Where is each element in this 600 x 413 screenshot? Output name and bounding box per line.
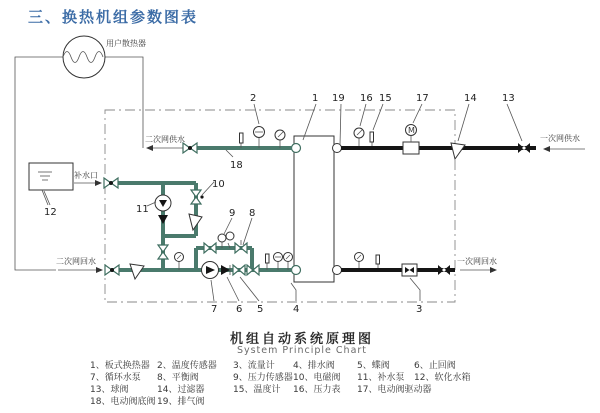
legend-item: 7、循环水泵 (90, 373, 141, 383)
callout-5: 5 (257, 304, 264, 315)
callout-14: 14 (464, 93, 477, 104)
page-title: 三、换热机组参数图表 (28, 8, 199, 26)
legend-item: 11、补水泵 (357, 373, 405, 383)
callout-10: 10 (212, 179, 225, 190)
callout-18: 18 (230, 160, 243, 171)
secondary-return-label: 二次网回水 (56, 257, 96, 266)
primary-return-thermometer-icon (376, 255, 380, 268)
bypass-pipe (196, 232, 252, 268)
callout-4: 4 (293, 304, 300, 315)
legend-row-2 (0, 370, 600, 382)
flow-arrow-primary-return (460, 267, 497, 273)
flow-arrow-makeup (74, 180, 102, 186)
flow-meter-icon (402, 264, 417, 276)
legend-item: 17、电动阀驱动器 (357, 385, 432, 395)
flow-arrow-secondary-supply (146, 145, 183, 151)
legend-item: 5、蝶阀 (357, 361, 390, 371)
motorized-valve-icon (183, 143, 197, 153)
makeup-valve-icon (104, 178, 118, 188)
makeup-water-pipe (74, 178, 204, 268)
plate-heat-exchanger (292, 136, 342, 282)
softened-water-tank (29, 163, 73, 205)
callout-12: 12 (44, 207, 57, 218)
makeup-port-label: 补水口 (74, 171, 98, 180)
callout-13: 13 (502, 93, 515, 104)
legend-item: 10、电磁阀 (293, 373, 341, 383)
callout-6: 6 (236, 304, 243, 315)
radiator-icon (63, 36, 105, 78)
butterfly-valve-icon (233, 265, 245, 275)
legend-item: 2、温度传感器 (157, 361, 217, 371)
legend-item: 8、平衡阀 (157, 373, 199, 383)
filter-primary-icon (451, 143, 465, 159)
check-valve-makeup-icon (158, 215, 168, 224)
legend-item: 19、排气阀 (157, 397, 205, 407)
temperature-sensor-icon (254, 127, 265, 149)
legend-item: 3、流量计 (233, 361, 275, 371)
ball-valve-icon (518, 143, 530, 153)
legend-row-3 (0, 382, 600, 394)
legend-heading: 机组自动系统原理图 (229, 332, 374, 347)
callout-2: 2 (250, 93, 257, 104)
return-gauge-icon (175, 253, 184, 271)
primary-return-label: 一次网回水 (457, 257, 497, 266)
callout-16: 16 (360, 93, 373, 104)
secondary-supply-label: 二次网供水 (145, 135, 185, 144)
bypass-valve-icon (204, 243, 216, 253)
callout-8: 8 (249, 208, 256, 219)
legend-item: 14、过滤器 (157, 385, 205, 395)
flow-arrow-secondary-return (58, 267, 103, 273)
callout-1: 1 (312, 93, 319, 104)
return-inlet-valve-icon (105, 265, 119, 275)
legend-subheading: System Principle Chart (236, 345, 368, 356)
callout-15: 15 (379, 93, 392, 104)
legend-item: 18、电动阀底阀 (90, 397, 156, 407)
primary-supply-label: 一次网供水 (540, 134, 580, 143)
legend-item: 15、温度计 (233, 385, 281, 395)
legend-item: 1、板式换热器 (90, 361, 150, 371)
legend-row-4 (0, 394, 600, 406)
check-valve-icon (221, 265, 230, 275)
legend-row-1 (0, 358, 600, 370)
pressure-sensor-icon (218, 232, 234, 248)
riser-valve-icon (158, 245, 168, 259)
callout-numbers (44, 93, 515, 315)
return-pressure-gauge-icon (284, 253, 293, 271)
return-temp-sensor-icon (274, 253, 283, 271)
user-radiator-label: 用户散热器 (106, 39, 146, 48)
makeup-pump-icon (155, 195, 171, 211)
primary-return-gauge-icon (355, 253, 364, 269)
return-thermometer-icon (266, 254, 270, 270)
thermometer-icon (240, 133, 244, 148)
primary-thermometer-icon (370, 132, 374, 146)
callout-19: 19 (332, 93, 345, 104)
legend-item: 6、止回阀 (414, 361, 456, 371)
legend-item: 9、压力传感器 (233, 373, 293, 383)
motor-label: M (408, 126, 415, 135)
legend-item: 4、排水阀 (293, 361, 335, 371)
callout-7: 7 (211, 304, 218, 315)
flow-arrow-primary-supply (543, 146, 585, 152)
primary-return-valve-icon (438, 265, 450, 275)
callout-9: 9 (229, 208, 236, 219)
legend-item: 12、软化水箱 (414, 373, 471, 383)
circulation-pump-icon (202, 262, 219, 279)
legend-item: 13、球阀 (90, 385, 129, 395)
callout-11: 11 (136, 204, 149, 215)
legend-item: 16、压力表 (293, 385, 341, 395)
primary-pressure-gauge-icon (354, 128, 364, 146)
callout-17: 17 (416, 93, 429, 104)
callout-3: 3 (416, 304, 423, 315)
pressure-gauge-icon (275, 130, 285, 148)
